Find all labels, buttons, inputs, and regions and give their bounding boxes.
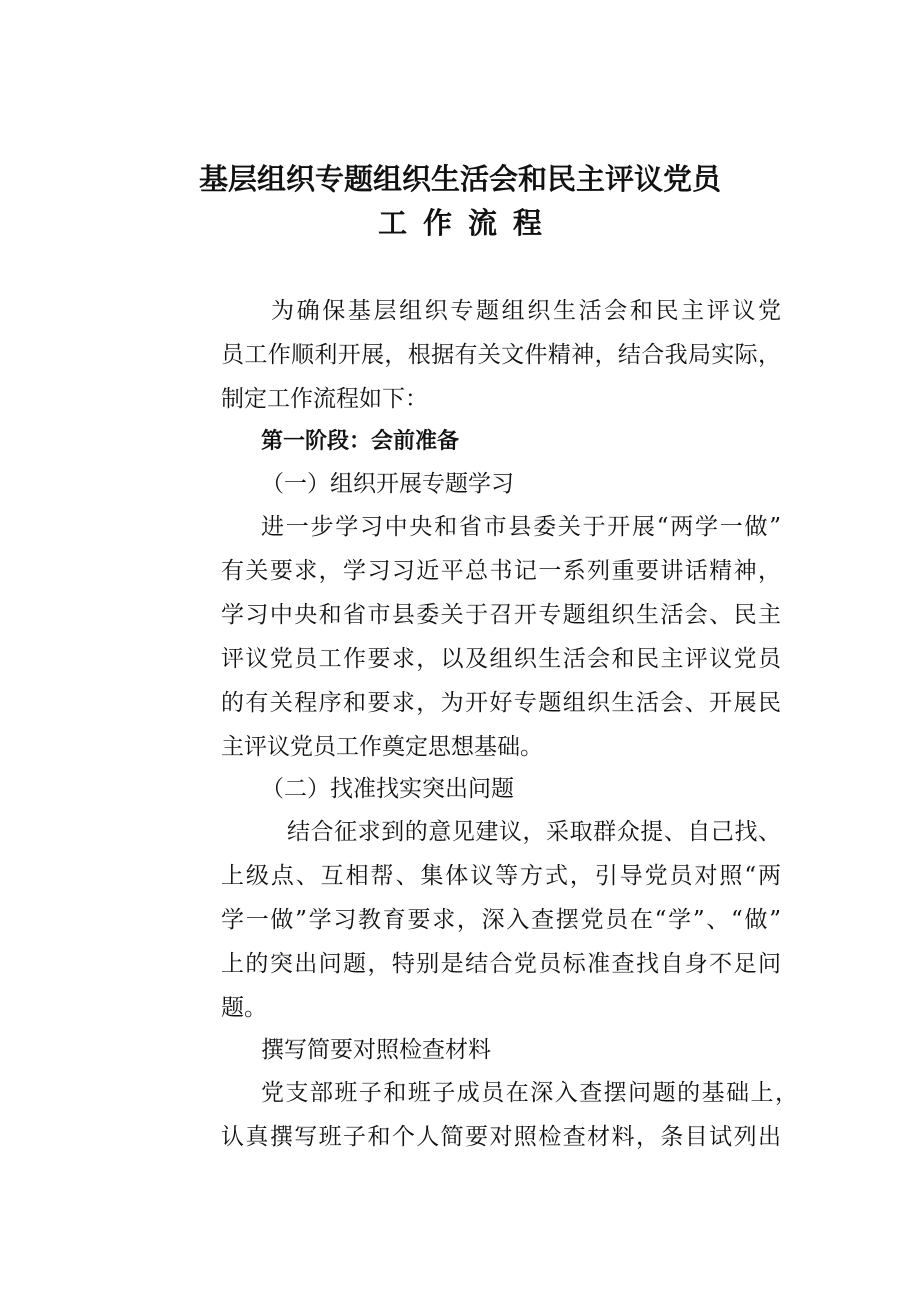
paragraph-problems-line-3: 学一做”学习教育要求，深入查摆党员在“学”、“做” (221, 907, 781, 933)
paragraph-materials-line-1: 党支部班子和班子成员在深入查摆问题的基础上， (261, 1080, 798, 1106)
paragraph-materials-line-2: 认真撰写班子和个人简要对照检查材料，条目试列出 (221, 1124, 781, 1150)
subheading-materials: 撰写简要对照检查材料 (261, 1037, 491, 1063)
paragraph-intro-line-2: 员工作顺利开展，根据有关文件精神，结合我局实际， (221, 342, 781, 368)
paragraph-study-line-2: 有关要求，学习习近平总书记一系列重要讲话精神， (221, 558, 781, 584)
paragraph-problems-line-5: 题。 (221, 995, 267, 1021)
paragraph-study-line-6: 主评议党员工作奠定思想基础。 (221, 734, 543, 760)
paragraph-study-line-1: 进一步学习中央和省市县委关于开展“两学一做” (261, 514, 781, 540)
paragraph-intro-line-1: 为确保基层组织专题组织生活会和民主评议党 (271, 298, 781, 324)
subheading-problems: （二）找准找实突出问题 (261, 776, 514, 802)
paragraph-study-line-4: 评议党员工作要求，以及组织生活会和民主评议党员 (221, 646, 781, 672)
section-heading-stage-one: 第一阶段：会前准备 (261, 429, 460, 454)
paragraph-study-line-5: 的有关程序和要求，为开好专题组织生活会、开展民 (221, 690, 781, 716)
paragraph-problems-line-1: 结合征求到的意见建议，采取群众提、自己找、 (287, 819, 781, 845)
paragraph-problems-line-2: 上级点、互相帮、集体议等方式，引导党员对照“两 (221, 863, 781, 889)
document-title: 基层组织专题组织生活会和民主评议党员 (198, 162, 721, 196)
paragraph-study-line-3: 学习中央和省市县委关于召开专题组织生活会、民主 (221, 602, 781, 628)
document-subtitle: 工作流程 (378, 206, 558, 240)
paragraph-intro-line-3: 制定工作流程如下： (221, 386, 428, 412)
subheading-study: （一）组织开展专题学习 (261, 471, 514, 497)
paragraph-problems-line-4: 上的突出问题，特别是结合党员标准查找自身不足问 (221, 951, 781, 977)
